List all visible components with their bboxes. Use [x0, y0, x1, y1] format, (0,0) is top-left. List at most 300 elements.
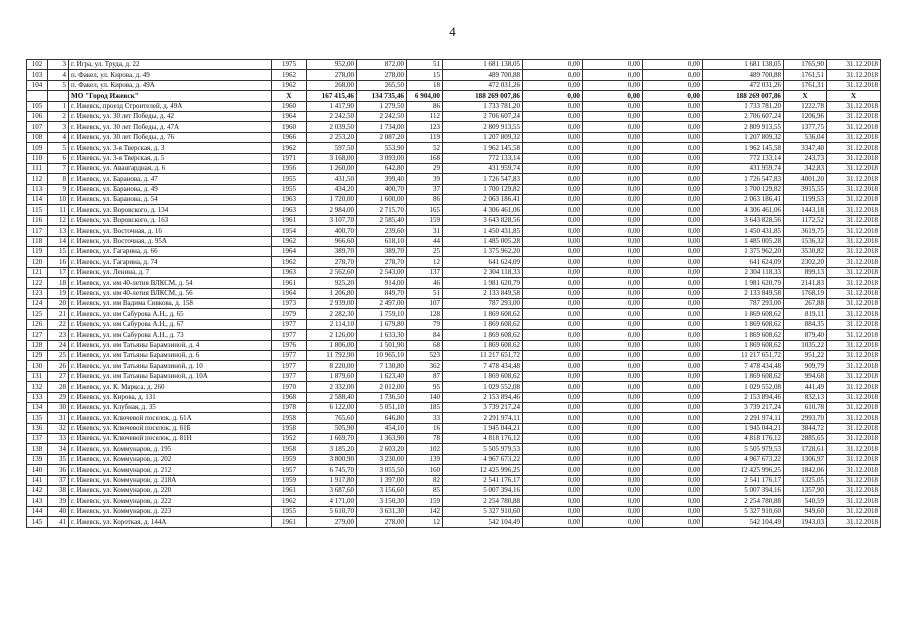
cell-deadline: 31.12.2018	[827, 340, 881, 350]
cell-living-area: 265,50	[357, 80, 407, 90]
cell-budget-cost: 0,00	[583, 60, 643, 70]
cell-budget-cost: 0,00	[583, 330, 643, 340]
cell-budget-cost: 0,00	[583, 101, 643, 111]
cell-fund-cost: 0,00	[523, 174, 583, 184]
cell-local-number: 7	[48, 163, 69, 173]
cell-year: 1962	[272, 496, 307, 506]
cell-address: г. Ижевск, ул. им Татьяны Барамзиной, д. 6	[69, 350, 272, 360]
cell-cost-per-m2: 540,59	[784, 496, 827, 506]
cell-owners-cost: 0,00	[643, 195, 703, 205]
cell-row-number: 143	[27, 496, 48, 506]
cell-fund-cost: 0,00	[523, 278, 583, 288]
cell-total-area: 8 220,00	[307, 361, 357, 371]
cell-living-area: 3 631,30	[357, 506, 407, 516]
table-row	[27, 402, 881, 412]
cell-owners-cost: 0,00	[643, 309, 703, 319]
cell-deadline: 31.12.2018	[827, 350, 881, 360]
cell-total-cost: 1 962 145,58	[443, 143, 523, 153]
cell-total-area: 6 745,70	[307, 465, 357, 475]
cell-address: г. Ижевск, ул. Баранова, д. 54	[69, 195, 272, 205]
cell-total-cost: 787 293,00	[443, 298, 523, 308]
table-row	[27, 350, 881, 360]
data-table	[26, 59, 881, 528]
cell-row-number: 126	[27, 319, 48, 329]
cell-row-number: 106	[27, 111, 48, 121]
cell-owners-cost: 0,00	[643, 101, 703, 111]
cell-fund-cost: 0,00	[523, 226, 583, 236]
cell-local-number: 5	[48, 80, 69, 90]
cell-total-area: 400,70	[307, 226, 357, 236]
cell-total-area: 4 171,00	[307, 496, 357, 506]
cell-repair-cost: 772 133,14	[703, 153, 784, 163]
cell-total-cost: 1 726 547,83	[443, 174, 523, 184]
cell-total-cost: 542 104,49	[443, 517, 523, 527]
cell-owners-cost: 0,00	[643, 444, 703, 454]
cell-residents: 165	[407, 205, 443, 215]
cell-year: 1975	[272, 60, 307, 70]
cell-total-area: 2 114,10	[307, 319, 357, 329]
cell-fund-cost: 0,00	[523, 236, 583, 246]
cell-cost-per-m2: 1357,90	[784, 486, 827, 496]
cell-living-area: 2 585,40	[357, 215, 407, 225]
cell-fund-cost: 0,00	[523, 506, 583, 516]
cell-year: 1964	[272, 247, 307, 257]
cell-residents: 142	[407, 506, 443, 516]
cell-fund-cost: 0,00	[523, 184, 583, 194]
table-row	[27, 247, 881, 257]
cell-year: 1977	[272, 330, 307, 340]
cell-year: 1977	[272, 319, 307, 329]
cell-owners-cost: 0,00	[643, 288, 703, 298]
cell-total-cost: 1 700 129,82	[443, 184, 523, 194]
cell-total-cost: 2 254 780,88	[443, 496, 523, 506]
cell-fund-cost: 0,00	[523, 163, 583, 173]
cell-repair-cost: 3 643 828,56	[703, 215, 784, 225]
cell-living-area: 553,90	[357, 143, 407, 153]
cell-total-cost: 2 063 186,41	[443, 195, 523, 205]
cell-living-area: 278,70	[357, 257, 407, 267]
cell-cost-per-m2: 267,88	[784, 298, 827, 308]
cell-total-cost: 4 967 673,22	[443, 454, 523, 464]
cell-living-area: 2 715,70	[357, 205, 407, 215]
cell-fund-cost: 0,00	[523, 350, 583, 360]
table-row	[27, 444, 881, 454]
cell-total-cost: 11 217 651,72	[443, 350, 523, 360]
cell-residents: 84	[407, 330, 443, 340]
cell-living-area: 642,80	[357, 163, 407, 173]
cell-row-number	[27, 91, 48, 101]
cell-repair-cost: 2 541 176,17	[703, 475, 784, 485]
cell-year: 1955	[272, 174, 307, 184]
cell-year: 1962	[272, 70, 307, 80]
cell-fund-cost: 0,00	[523, 288, 583, 298]
cell-cost-per-m2: 1761,51	[784, 70, 827, 80]
cell-living-area: 1 501,90	[357, 340, 407, 350]
cell-address: г. Ижевск, ул. Воровского, д. 134	[69, 205, 272, 215]
table-row	[27, 319, 881, 329]
cell-repair-cost: 1 029 552,08	[703, 382, 784, 392]
cell-year: 1956	[272, 163, 307, 173]
cell-fund-cost: 0,00	[523, 132, 583, 142]
cell-total-cost: 472 031,26	[443, 80, 523, 90]
table-row	[27, 267, 881, 277]
cell-deadline: 31.12.2018	[827, 132, 881, 142]
cell-budget-cost: 0,00	[583, 371, 643, 381]
cell-deadline: 31.12.2018	[827, 392, 881, 402]
cell-owners-cost: 0,00	[643, 371, 703, 381]
cell-total-cost: 5 007 394,16	[443, 486, 523, 496]
cell-repair-cost: 1 869 608,62	[703, 340, 784, 350]
table-row	[27, 226, 881, 236]
cell-living-area: 1 397,00	[357, 475, 407, 485]
cell-year: 1977	[272, 361, 307, 371]
cell-residents: 51	[407, 288, 443, 298]
cell-address: г. Ижевск, ул. Воровского, д. 163	[69, 215, 272, 225]
cell-total-cost: 1 869 608,62	[443, 309, 523, 319]
cell-local-number: 35	[48, 454, 69, 464]
cell-local-number: 26	[48, 361, 69, 371]
cell-residents: 15	[407, 70, 443, 80]
cell-fund-cost: 0,00	[523, 465, 583, 475]
cell-owners-cost: 0,00	[643, 226, 703, 236]
cell-budget-cost: 0,00	[583, 288, 643, 298]
cell-residents: 37	[407, 184, 443, 194]
cell-row-number: 110	[27, 153, 48, 163]
cell-fund-cost: 0,00	[523, 392, 583, 402]
cell-local-number: 15	[48, 247, 69, 257]
cell-row-number: 109	[27, 143, 48, 153]
cell-repair-cost: 2 133 849,58	[703, 288, 784, 298]
table-row	[27, 257, 881, 267]
cell-residents: 123	[407, 122, 443, 132]
cell-fund-cost: 0,00	[523, 361, 583, 371]
cell-row-number: 135	[27, 413, 48, 423]
cell-repair-cost: 5 327 910,60	[703, 506, 784, 516]
cell-budget-cost: 0,00	[583, 122, 643, 132]
cell-residents: 185	[407, 402, 443, 412]
cell-local-number: 36	[48, 465, 69, 475]
cell-cost-per-m2: 3619,75	[784, 226, 827, 236]
cell-fund-cost: 0,00	[523, 80, 583, 90]
cell-year: 1979	[272, 309, 307, 319]
cell-fund-cost: 0,00	[523, 413, 583, 423]
cell-total-cost: 5 505 979,53	[443, 444, 523, 454]
cell-row-number: 115	[27, 205, 48, 215]
cell-fund-cost: 0,00	[523, 215, 583, 225]
cell-living-area: 914,00	[357, 278, 407, 288]
cell-fund-cost: 0,00	[523, 122, 583, 132]
cell-total-cost: 2 706 607,24	[443, 111, 523, 121]
cell-local-number: 19	[48, 288, 69, 298]
cell-fund-cost: 0,00	[523, 195, 583, 205]
cell-fund-cost: 0,00	[523, 319, 583, 329]
cell-local-number: 2	[48, 111, 69, 121]
cell-address: г. Ижевск, ул. Ключевой поселок, д. 81Н	[69, 434, 272, 444]
cell-owners-cost: 0,00	[643, 247, 703, 257]
cell-budget-cost: 0,00	[583, 517, 643, 527]
cell-living-area: 7 130,80	[357, 361, 407, 371]
cell-address: г. Ижевск, ул. Коммунаров, д. 195	[69, 444, 272, 454]
cell-total-cost: 3 739 217,24	[443, 402, 523, 412]
cell-living-area: 2 242,50	[357, 111, 407, 121]
cell-deadline: 31.12.2018	[827, 122, 881, 132]
cell-living-area: 454,10	[357, 423, 407, 433]
cell-total-area: 2 039,50	[307, 122, 357, 132]
cell-owners-cost: 0,00	[643, 60, 703, 70]
cell-year: 1966	[272, 132, 307, 142]
cell-total-area: 3 800,90	[307, 454, 357, 464]
cell-owners-cost: 0,00	[643, 434, 703, 444]
cell-local-number: 34	[48, 444, 69, 454]
cell-living-area: 1 736,50	[357, 392, 407, 402]
cell-local-number: 6	[48, 153, 69, 163]
cell-total-area: 431,50	[307, 174, 357, 184]
cell-total-area: 966,60	[307, 236, 357, 246]
cell-fund-cost: 0,00	[523, 371, 583, 381]
cell-year: 1964	[272, 111, 307, 121]
table-row	[27, 70, 881, 80]
cell-total-area: 1 206,80	[307, 288, 357, 298]
cell-total-area: 1 417,90	[307, 101, 357, 111]
cell-address: г. Ижевск, ул. им Вадима Сивкова, д. 158	[69, 298, 272, 308]
cell-address: г. Ижевск, ул. им 40-летия ВЛКСМ, д. 56	[69, 288, 272, 298]
cell-year: 1962	[272, 143, 307, 153]
table-body	[27, 60, 881, 528]
cell-deadline: 31.12.2018	[827, 267, 881, 277]
cell-repair-cost: 1 700 129,82	[703, 184, 784, 194]
cell-budget-cost: 0,00	[583, 226, 643, 236]
cell-address: г. Ижевск, ул. Ключевой поселок, д. 61А	[69, 413, 272, 423]
cell-deadline: X	[827, 91, 881, 101]
cell-total-area: 1 917,80	[307, 475, 357, 485]
cell-fund-cost: 0,00	[523, 402, 583, 412]
cell-residents: 79	[407, 319, 443, 329]
cell-address: г. Ижевск, ул. им Татьяны Барамзиной, д. 4	[69, 340, 272, 350]
cell-row-number: 136	[27, 423, 48, 433]
table-row	[27, 143, 881, 153]
cell-local-number	[48, 91, 69, 101]
cell-deadline: 31.12.2018	[827, 278, 881, 288]
cell-local-number: 30	[48, 402, 69, 412]
cell-owners-cost: 0,00	[643, 423, 703, 433]
cell-row-number: 130	[27, 361, 48, 371]
cell-residents: 33	[407, 413, 443, 423]
cell-row-number: 121	[27, 267, 48, 277]
cell-residents: 25	[407, 247, 443, 257]
cell-row-number: 119	[27, 247, 48, 257]
cell-row-number: 145	[27, 517, 48, 527]
cell-owners-cost: 0,00	[643, 361, 703, 371]
cell-cost-per-m2: X	[784, 91, 827, 101]
cell-deadline: 31.12.2018	[827, 80, 881, 90]
cell-total-cost: 3 643 828,56	[443, 215, 523, 225]
cell-owners-cost: 0,00	[643, 392, 703, 402]
cell-deadline: 31.12.2018	[827, 111, 881, 121]
cell-total-cost: 1 869 608,62	[443, 330, 523, 340]
table-row	[27, 392, 881, 402]
cell-total-area: 952,00	[307, 60, 357, 70]
cell-total-area: 2 282,30	[307, 309, 357, 319]
cell-cost-per-m2: 2141,83	[784, 278, 827, 288]
cell-budget-cost: 0,00	[583, 475, 643, 485]
table-row	[27, 111, 881, 121]
cell-total-cost: 1 733 781,20	[443, 101, 523, 111]
cell-total-cost: 2 304 118,33	[443, 267, 523, 277]
cell-local-number: 27	[48, 371, 69, 381]
cell-deadline: 31.12.2018	[827, 330, 881, 340]
cell-total-area: 2 126,00	[307, 330, 357, 340]
cell-address: п. Факел, ул. Кирова, д. 49	[69, 70, 272, 80]
cell-total-area: 6 122,00	[307, 402, 357, 412]
cell-repair-cost: 5 007 394,16	[703, 486, 784, 496]
cell-total-area: 389,70	[307, 247, 357, 257]
cell-repair-cost: 1 485 005,28	[703, 236, 784, 246]
table-row	[27, 330, 881, 340]
cell-address: г. Ижевск, ул. им Сабурова А.Н., д. 67	[69, 319, 272, 329]
cell-year: 1960	[272, 101, 307, 111]
cell-address: г. Ижевск, ул. Кирова, д. 131	[69, 392, 272, 402]
cell-cost-per-m2: 1325,05	[784, 475, 827, 485]
cell-cost-per-m2: 1842,06	[784, 465, 827, 475]
cell-cost-per-m2: 441,49	[784, 382, 827, 392]
cell-total-cost: 2 153 894,46	[443, 392, 523, 402]
cell-repair-cost: 1 207 809,32	[703, 132, 784, 142]
cell-total-cost: 7 478 434,48	[443, 361, 523, 371]
cell-living-area: 3 093,00	[357, 153, 407, 163]
cell-total-area: 167 415,46	[307, 91, 357, 101]
cell-cost-per-m2: 536,04	[784, 132, 827, 142]
cell-total-cost: 1 375 962,20	[443, 247, 523, 257]
cell-living-area: 1 600,00	[357, 195, 407, 205]
cell-repair-cost: 1 869 608,62	[703, 309, 784, 319]
cell-deadline: 31.12.2018	[827, 517, 881, 527]
cell-total-area: 3 107,70	[307, 215, 357, 225]
cell-residents: 16	[407, 423, 443, 433]
cell-local-number: 9	[48, 184, 69, 194]
cell-repair-cost: 2 063 186,41	[703, 195, 784, 205]
cell-residents: 102	[407, 444, 443, 454]
cell-deadline: 31.12.2018	[827, 60, 881, 70]
cell-budget-cost: 0,00	[583, 91, 643, 101]
cell-deadline: 31.12.2018	[827, 205, 881, 215]
cell-deadline: 31.12.2018	[827, 486, 881, 496]
cell-year: 1961	[272, 278, 307, 288]
cell-owners-cost: 0,00	[643, 122, 703, 132]
cell-row-number: 117	[27, 226, 48, 236]
cell-local-number: 12	[48, 215, 69, 225]
cell-budget-cost: 0,00	[583, 350, 643, 360]
cell-budget-cost: 0,00	[583, 319, 643, 329]
cell-total-cost: 1 869 608,62	[443, 340, 523, 350]
cell-deadline: 31.12.2018	[827, 382, 881, 392]
cell-total-area: 278,70	[307, 257, 357, 267]
table-row	[27, 80, 881, 90]
cell-repair-cost: 1 681 138,05	[703, 60, 784, 70]
cell-total-area: 3 168,00	[307, 153, 357, 163]
cell-local-number: 32	[48, 423, 69, 433]
cell-row-number: 137	[27, 434, 48, 444]
cell-total-cost: 2 541 176,17	[443, 475, 523, 485]
cell-repair-cost: 2 153 894,46	[703, 392, 784, 402]
cell-total-area: 268,00	[307, 80, 357, 90]
cell-living-area: 2 497,00	[357, 298, 407, 308]
cell-year: X	[272, 91, 307, 101]
cell-deadline: 31.12.2018	[827, 319, 881, 329]
cell-living-area: 618,10	[357, 236, 407, 246]
cell-row-number: 132	[27, 382, 48, 392]
cell-local-number: 21	[48, 309, 69, 319]
cell-year: 1976	[272, 340, 307, 350]
cell-budget-cost: 0,00	[583, 413, 643, 423]
cell-year: 1973	[272, 298, 307, 308]
cell-row-number: 144	[27, 506, 48, 516]
cell-address: г. Ижевск, ул. им Сабурова А.Н., д. 65	[69, 309, 272, 319]
cell-total-area: 11 792,90	[307, 350, 357, 360]
table-row	[27, 288, 881, 298]
cell-row-number: 114	[27, 195, 48, 205]
cell-address: г. Ижевск, ул. 3-я Тверская, д. 3	[69, 143, 272, 153]
cell-fund-cost: 0,00	[523, 153, 583, 163]
cell-residents: 12	[407, 517, 443, 527]
cell-year: 1960	[272, 122, 307, 132]
cell-total-area: 279,00	[307, 517, 357, 527]
table-row	[27, 91, 881, 101]
cell-repair-cost: 1 962 145,58	[703, 143, 784, 153]
cell-year: 1968	[272, 392, 307, 402]
cell-local-number: 16	[48, 257, 69, 267]
cell-row-number: 139	[27, 454, 48, 464]
cell-deadline: 31.12.2018	[827, 215, 881, 225]
cell-cost-per-m2: 1768,19	[784, 288, 827, 298]
cell-cost-per-m2: 3915,55	[784, 184, 827, 194]
cell-total-area: 3 687,60	[307, 486, 357, 496]
cell-fund-cost: 0,00	[523, 91, 583, 101]
cell-total-area: 597,50	[307, 143, 357, 153]
cell-repair-cost: 1 869 608,62	[703, 371, 784, 381]
cell-budget-cost: 0,00	[583, 361, 643, 371]
cell-cost-per-m2: 879,40	[784, 330, 827, 340]
cell-budget-cost: 0,00	[583, 215, 643, 225]
cell-fund-cost: 0,00	[523, 423, 583, 433]
cell-residents: 87	[407, 371, 443, 381]
cell-row-number: 142	[27, 486, 48, 496]
cell-local-number: 29	[48, 392, 69, 402]
cell-fund-cost: 0,00	[523, 340, 583, 350]
cell-row-number: 112	[27, 174, 48, 184]
cell-repair-cost: 489 700,88	[703, 70, 784, 80]
cell-residents: 51	[407, 60, 443, 70]
cell-repair-cost: 3 739 217,24	[703, 402, 784, 412]
cell-living-area: 2 012,00	[357, 382, 407, 392]
cell-owners-cost: 0,00	[643, 465, 703, 475]
cell-total-area: 925,20	[307, 278, 357, 288]
cell-budget-cost: 0,00	[583, 205, 643, 215]
cell-residents: 78	[407, 434, 443, 444]
table-row	[27, 174, 881, 184]
cell-total-cost: 1 681 138,05	[443, 60, 523, 70]
cell-year: 1978	[272, 402, 307, 412]
cell-year: 1958	[272, 413, 307, 423]
cell-address: г. Ижевск, ул. им Сабурова А.Н., д. 73	[69, 330, 272, 340]
cell-total-cost: 2 133 849,58	[443, 288, 523, 298]
cell-cost-per-m2: 342,83	[784, 163, 827, 173]
cell-cost-per-m2: 610,78	[784, 402, 827, 412]
cell-cost-per-m2: 2302,20	[784, 257, 827, 267]
table-row	[27, 506, 881, 516]
cell-row-number: 113	[27, 184, 48, 194]
cell-residents: 107	[407, 298, 443, 308]
cell-repair-cost: 1 733 781,20	[703, 101, 784, 111]
